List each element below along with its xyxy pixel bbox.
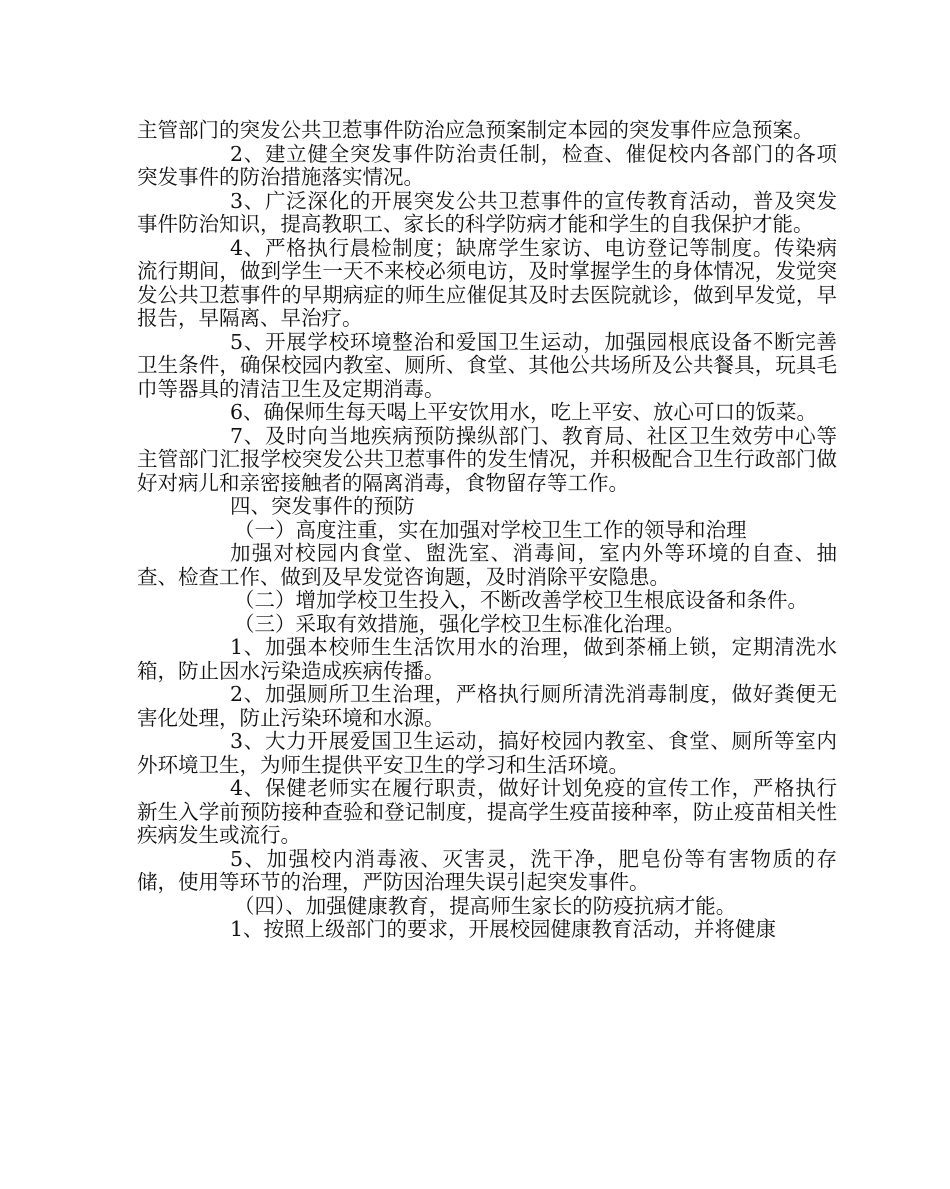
section-heading-4: 四、突发事件的预防 [230,494,415,518]
subsection-heading-3: （三）采取有效措施，强化学校卫生标准化治理。 [234,611,685,636]
paragraph-13: 5、加强校内消毒液、灭害灵，洗干净，肥皂份等有害物质的存储，使用等环节的治理，严防因治理失误引起突发事件。 [137,846,837,894]
paragraph-14: 1、按照上级部门的要求，开展校园健康教育活动，并将健康 [230,917,777,941]
paragraph-5: 5、开展学校环境整治和爱国卫生运动，加强园根底设备不断完善卫生条件，确保校园内教室、厕所、食堂、其他公共场所及公共餐具，玩具毛巾等器具的清洁卫生及定期消毒。 [137,329,837,401]
subsection-heading-1: （一）高度注重，实在加强对学校卫生工作的领导和治理 [234,517,747,542]
paragraph-8: 加强对校园内食堂、盥洗室、消毒间，室内外等环境的自查、抽查、检查工作、做到及早发觉咨询题，及时消除平安隐患。 [137,541,837,589]
subsection-heading-2: （二）增加学校卫生投入，不断改善学校卫生根底设备和条件。 [234,588,808,612]
paragraph-2: 2、建立健全突发事件防治责任制，检查、催促校内各部门的各项突发事件的防治措施落实情况。 [137,141,837,189]
paragraph-4: 4、严格执行晨检制度；缺席学生家访、电访登记等制度。传染病流行期间，做到学生一天不来校必须电访，及时掌握学生的身体情况，发觉突发公共卫惹事件的早期病症的师生应催促其及时去医院就诊，做到早发觉，早报告，早隔离、早治疗。 [137,235,837,330]
paragraph-10: 2、加强厕所卫生治理，严格执行厕所清洗消毒制度，做好粪便无害化处理，防止污染环境和水源。 [137,682,837,730]
paragraph-6: 6、确保师生每天喝上平安饮用水，吃上平安、放心可口的饭菜。 [230,400,818,424]
document-body [137,119,837,942]
paragraph-1: 主管部门的突发公共卫惹事件防治应急预案制定本园的突发事件应急预案。 [137,118,814,142]
paragraph-3: 3、广泛深化的开展突发公共卫惹事件的宣传教育活动，普及突发事件防治知识，提高教职工、家长的科学防病才能和学生的自我保护才能。 [137,188,837,236]
paragraph-12: 4、保健老师实在履行职责，做好计划免疫的宣传工作，严格执行新生入学前预防接种查验和登记制度，提高学生疫苗接种率，防止疫苗相关性疾病发生或流行。 [137,776,837,847]
subsection-heading-4: （四）、加强健康教育，提高师生家长的防疫抗病才能。 [234,893,737,918]
paragraph-9: 1、加强本校师生生活饮用水的治理，做到茶桶上锁，定期清洗水箱，防止因水污染造成疾病传播。 [137,635,837,683]
paragraph-7: 7、及时向当地疾病预防操纵部门、教育局、社区卫生效劳中心等主管部门汇报学校突发公共卫惹事件的发生情况，并积极配合卫生行政部门做好对病儿和亲密接触者的隔离消毒，食物留存等工作。 [137,423,837,495]
paragraph-11: 3、大力开展爱国卫生运动，搞好校园内教室、食堂、厕所等室内外环境卫生，为师生提供平安卫生的学习和生活环境。 [137,729,837,777]
